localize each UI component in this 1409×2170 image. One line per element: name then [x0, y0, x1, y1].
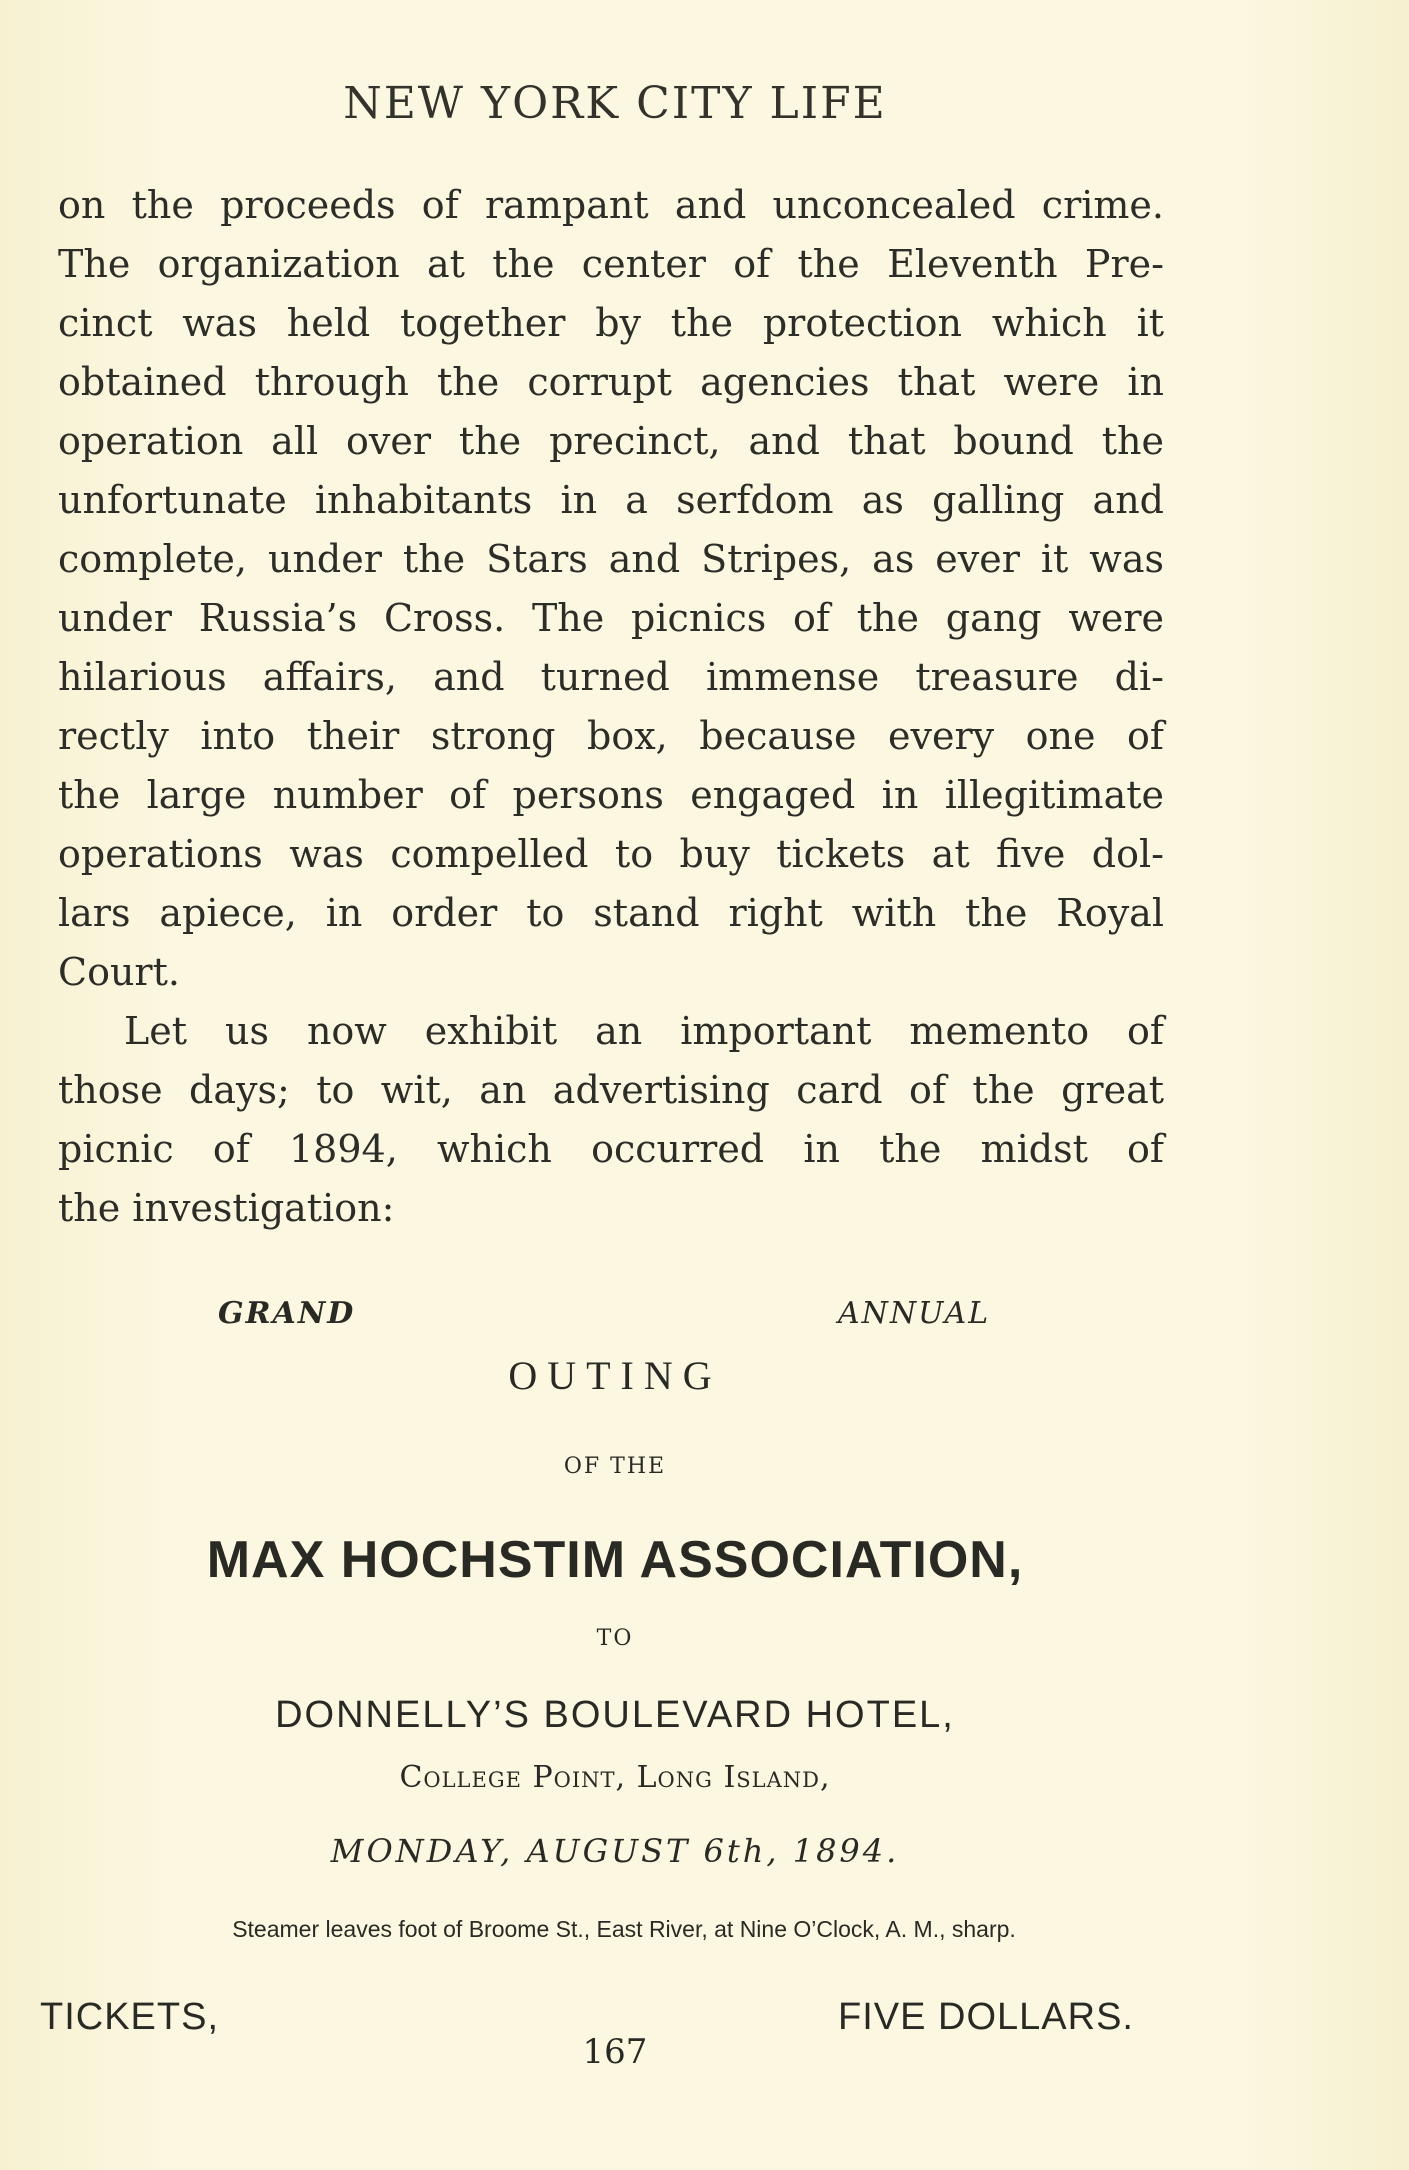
- card-outing: OUTING: [508, 1353, 722, 1398]
- card-tickets: TICKETS,: [40, 1996, 220, 2038]
- card-of-the: OF THE: [563, 1454, 667, 1479]
- card-hotel: DONNELLY’S BOULEVARD HOTEL,: [275, 1694, 955, 1736]
- text-line: operations was compelled to buy tickets at five dol-: [58, 832, 1164, 876]
- text-line: rectly into their strong box, because every one of: [58, 714, 1164, 758]
- text-line: Let us now exhibit an important memento of: [124, 1009, 1164, 1053]
- card-place: College Point, Long Island,: [399, 1760, 831, 1795]
- card-grand: GRAND: [218, 1296, 356, 1331]
- text-line: hilarious affairs, and turned immense treasure di-: [58, 655, 1164, 699]
- text-line: Court.: [58, 950, 180, 994]
- card-association: MAX HOCHSTIM ASSOCIATION,: [206, 1531, 1024, 1589]
- text-line: the large number of persons engaged in illegitimate: [58, 773, 1164, 817]
- text-line: cinct was held together by the protection which it: [58, 301, 1164, 345]
- text-line: lars apiece, in order to stand right with the Royal: [58, 891, 1164, 935]
- text-line: obtained through the corrupt agencies that were in: [58, 360, 1164, 404]
- text-line: the investigation:: [58, 1186, 395, 1230]
- text-line: unfortunate inhabitants in a serfdom as galling and: [58, 478, 1164, 522]
- card-price: FIVE DOLLARS.: [838, 1996, 1134, 2038]
- text-line: complete, under the Stars and Stripes, as ever it was: [58, 537, 1164, 581]
- card-annual: ANNUAL: [838, 1296, 991, 1331]
- text-line: on the proceeds of rampant and unconcealed crime.: [58, 183, 1164, 227]
- page-number: 167: [582, 2032, 648, 2072]
- body-text: [58, 176, 1164, 1238]
- text-line: those days; to wit, an advertising card of the great: [58, 1068, 1164, 1112]
- card-to: TO: [596, 1626, 634, 1651]
- text-line: picnic of 1894, which occurred in the midst of: [58, 1127, 1164, 1171]
- card-date: MONDAY, AUGUST 6th, 1894.: [330, 1832, 900, 1870]
- running-title: NEW YORK CITY LIFE: [343, 78, 887, 129]
- text-line: The organization at the center of the Eleventh Pre-: [58, 242, 1164, 286]
- card-steamer-notice: Steamer leaves foot of Broome St., East River, at Nine O’Clock, A. M., sharp.: [232, 1916, 1016, 1942]
- text-line: under Russia’s Cross. The picnics of the gang were: [58, 596, 1164, 640]
- text-line: operation all over the precinct, and that bound the: [58, 419, 1164, 463]
